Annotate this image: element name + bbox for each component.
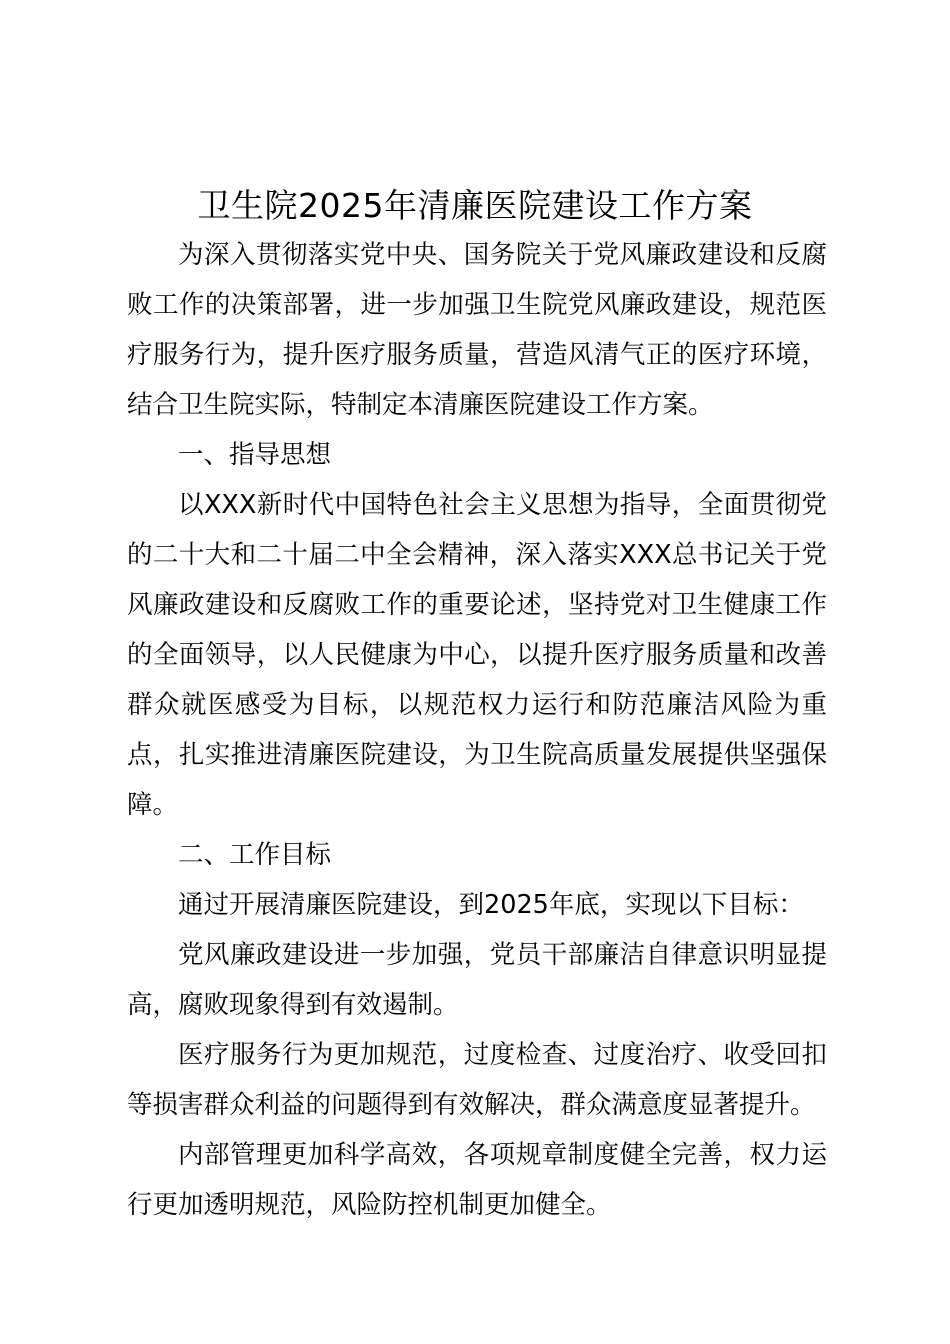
document-title: 卫生院2025年清廉医院建设工作方案 xyxy=(197,186,753,225)
section-heading-work-goals: 二、工作目标 xyxy=(178,840,332,870)
work-goals-lead-paragraph: 通过开展清廉医院建设，到2025年底，实现以下目标： xyxy=(178,890,804,920)
document-body xyxy=(127,230,827,1230)
section-heading-guiding-ideology: 一、指导思想 xyxy=(178,440,332,470)
intro-paragraph: 为深入贯彻落实党中央、国务院关于党风廉政建设和反腐败工作的决策部署，进一步加强卫生院党风廉政建设，规范医疗服务行为，提升医疗服务质量，营造风清气正的医疗环境，结合卫生院实际，特制定本清廉医院建设工作方案。 xyxy=(127,240,827,420)
goal-paragraph: 党风廉政建设进一步加强，党员干部廉洁自律意识明显提高，腐败现象得到有效遏制。 xyxy=(127,940,827,1020)
goal-paragraph: 医疗服务行为更加规范，过度检查、过度治疗、收受回扣等损害群众利益的问题得到有效解决，群众满意度显著提升。 xyxy=(127,1040,827,1120)
goal-paragraph: 内部管理更加科学高效，各项规章制度健全完善，权力运行更加透明规范，风险防控机制更加健全。 xyxy=(127,1140,827,1220)
guiding-ideology-paragraph: 以XXX新时代中国特色社会主义思想为指导，全面贯彻党的二十大和二十届二中全会精神，深入落实XXX总书记关于党风廉政建设和反腐败工作的重要论述，坚持党对卫生健康工作的全面领导，以人民健康为中心，以提升医疗服务质量和改善群众就医感受为目标，以规范权力运行和防范廉洁风险为重点，扎实推进清廉医院建设，为卫生院高质量发展提供坚强保障。 xyxy=(127,490,827,820)
